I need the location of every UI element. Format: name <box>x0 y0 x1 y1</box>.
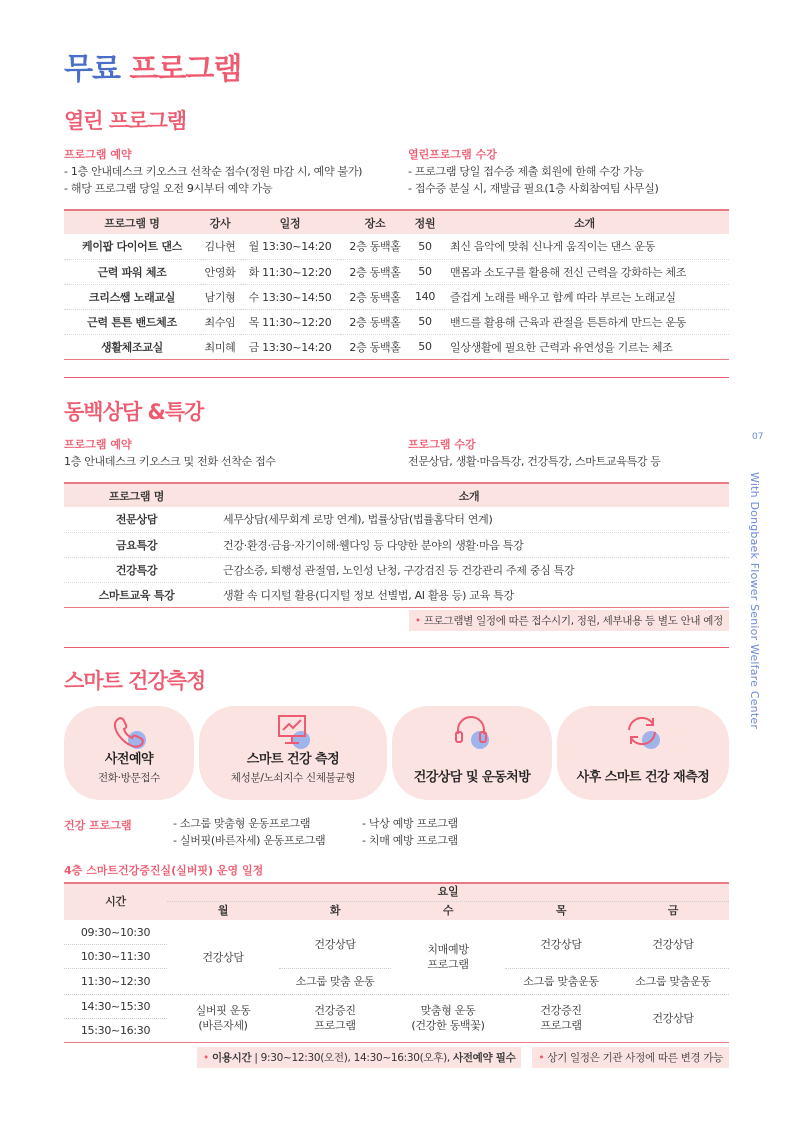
schedule-cell: 건강상담 <box>652 1011 694 1025</box>
phone-icon <box>107 712 151 752</box>
side-caption: With Dongbaek Flower Senior Welfare Center <box>748 472 761 730</box>
step-measure: 스마트 건강 측정 체성분/노쇠지수 신체불균형 <box>199 706 387 800</box>
consult-table <box>64 482 729 608</box>
open-reserve-label: 프로그램 예약 <box>64 148 132 161</box>
page-title: 무료 프로그램 <box>64 52 242 87</box>
col-header: 요일 <box>437 885 459 898</box>
open-attend-label: 열린프로그램 수강 <box>408 148 497 161</box>
table-row: 금요특강 건강·환경·금융·자기이해·웰다잉 등 다양한 분야의 생활·마음 특강 <box>64 532 729 557</box>
col-header: 수 <box>442 904 454 917</box>
table-row: 스마트교육 특강 생활 속 디지털 활용(디지털 정보 선별법, AI 활용 등) 교육 특강 <box>64 582 729 607</box>
col-header: 시간 <box>105 894 126 908</box>
open-program-heading: 열린 프로그램 <box>64 109 187 133</box>
open-attend-info: - 프로그램 당일 접수증 제출 회원에 한해 수강 가능 - 접수증 분실 시, 재발급 필요(1층 사회참여팀 사무실) <box>408 165 659 195</box>
table-row: 케이팝 다이어트 댄스 김나현 월 13:30~14:20 2층 동백홀 50 최신 음악에 맞춰 신나게 움직이는 댄스 운동 <box>64 234 729 259</box>
table-row: 근력 파워 체조 안영화 화 11:30~12:20 2층 동백홀 50 맨몸과 소도구를 활용해 전신 근력을 강화하는 체조 <box>64 259 729 284</box>
col-header: 일정 <box>240 210 340 234</box>
schedule-cell: 건강상담 <box>314 937 356 951</box>
step-reservation: 사전예약 전화·방문접수 <box>64 706 194 800</box>
col-header: 강사 <box>200 210 240 234</box>
consult-attend-text: 전문상담, 생활·마음특강, 건강특강, 스마트교육특강 등 <box>408 455 661 468</box>
schedule-cell: 건강상담 <box>540 937 582 951</box>
schedule-cell: 맞춤형 운동 (건강한 동백꽃) <box>411 1004 485 1032</box>
col-header: 프로그램 명 <box>64 483 209 507</box>
consult-reserve-label: 프로그램 예약 <box>64 438 132 451</box>
consult-heading: 동백상담 &특강 <box>64 400 204 424</box>
consult-reserve-text: 1층 안내데스크 키오스크 및 전화 선착순 접수 <box>64 455 276 468</box>
schedule-cell: 치매예방 프로그램 <box>427 943 469 971</box>
section-divider <box>64 647 729 648</box>
section-divider <box>64 377 729 378</box>
table-row: 전문상담 세무상담(세무회계 로망 연계), 법률상담(법률홈닥터 연계) <box>64 507 729 532</box>
usage-time-note: • 이용시간 | 9:30~12:30(오전), 14:30~16:30(오후), 사전예약 필수 <box>197 1047 521 1068</box>
schedule-cell: 건강상담 <box>202 950 244 964</box>
col-header: 장소 <box>340 210 410 234</box>
table-row: 건강특강 근감소증, 퇴행성 관절염, 노인성 난청, 구강검진 등 건강관리 주제 중심 특강 <box>64 557 729 582</box>
step-remeasure: 사후 스마트 건강 재측정 <box>557 706 729 800</box>
headset-icon <box>450 712 494 752</box>
col-header: 화 <box>329 904 341 917</box>
col-header: 소개 <box>440 210 729 234</box>
page-number: 07 <box>752 432 764 442</box>
col-header: 목 <box>555 904 567 917</box>
open-program-table <box>64 209 729 360</box>
step-consult: 건강상담 및 운동처방 <box>392 706 552 800</box>
table-row: 크리스쌤 노래교실 남기형 수 13:30~14:50 2층 동백홀 140 즐겁게 노래를 배우고 함께 따라 부르는 노래교실 <box>64 284 729 309</box>
time-slot: 14:30~15:30 <box>80 999 151 1013</box>
time-slot: 11:30~12:30 <box>80 974 151 988</box>
table-row: 근력 튼튼 밴드체조 최수임 목 11:30~12:20 2층 동백홀 50 밴드를 활용해 근육과 관절을 튼튼하게 만드는 운동 <box>64 309 729 334</box>
schedule-title: 4층 스마트건강증진실(실버핏) 운영 일정 <box>64 864 264 877</box>
schedule-cell: 실버핏 운동 (바른자세) <box>195 1004 251 1032</box>
refresh-icon <box>621 712 665 752</box>
time-slot: 15:30~16:30 <box>80 1023 151 1037</box>
monitor-chart-icon <box>271 712 315 752</box>
schedule-table <box>64 882 729 1040</box>
smart-heading: 스마트 건강측정 <box>64 669 206 693</box>
schedule-cell: 소그룹 맞춤 운동 <box>295 974 375 988</box>
col-header: 정원 <box>410 210 440 234</box>
schedule-cell: 건강증진 프로그램 <box>314 1004 356 1032</box>
open-reserve-info: - 1층 안내데스크 키오스크 선착순 접수(정원 마감 시, 예약 불가) - 해당 프로그램 당일 오전 9시부터 예약 가능 <box>64 165 363 195</box>
consult-attend-label: 프로그램 수강 <box>408 438 476 451</box>
schedule-cell: 건강증진 프로그램 <box>540 1004 582 1032</box>
schedule-cell: 소그룹 맞춤운동 <box>635 974 711 988</box>
schedule-cell: 건강상담 <box>652 937 694 951</box>
health-program-list-2: - 낙상 예방 프로그램 - 치매 예방 프로그램 <box>362 817 458 847</box>
table-row: 생활체조교실 최미혜 금 13:30~14:20 2층 동백홀 50 일상생활에 필요한 근력과 유연성을 기르는 체조 <box>64 334 729 359</box>
health-program-label: 건강 프로그램 <box>64 819 132 832</box>
col-header: 월 <box>217 904 229 917</box>
health-program-list-1: - 소그룹 맞춤형 운동프로그램 - 실버핏(바른자세) 운동프로그램 <box>173 817 326 847</box>
schedule-cell: 소그룹 맞춤운동 <box>523 974 599 988</box>
consult-note: • 프로그램별 일정에 따른 접수시기, 정원, 세부내용 등 별도 안내 예정 <box>409 610 729 631</box>
col-header: 프로그램 명 <box>64 210 200 234</box>
time-slot: 09:30~10:30 <box>80 925 151 939</box>
time-slot: 10:30~11:30 <box>80 949 151 963</box>
col-header: 소개 <box>209 483 729 507</box>
schedule-change-note: • 상기 일정은 기관 사정에 따른 변경 가능 <box>532 1047 729 1068</box>
col-header: 금 <box>667 904 679 917</box>
